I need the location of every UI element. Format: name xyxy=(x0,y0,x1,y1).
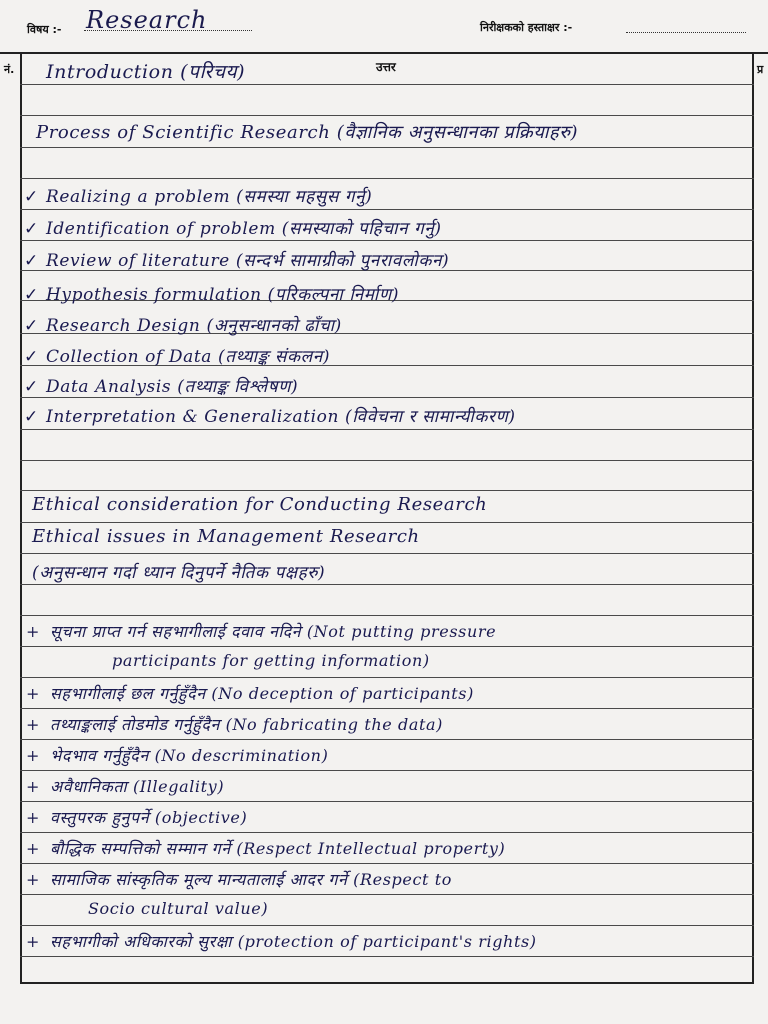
step-item xyxy=(24,313,342,336)
step-text: Realizing a problem (समस्या महसुस गर्नु) xyxy=(46,187,373,207)
ethics-item xyxy=(26,837,505,859)
ethics-item-text: भेदभाव गर्नुहुँदैन (No descrimination) xyxy=(50,746,329,765)
step-item xyxy=(24,404,516,427)
ethics-heading-1: Ethical consideration for Conducting Research xyxy=(32,494,488,515)
ethics-item xyxy=(26,930,537,952)
subject-dotted-line xyxy=(84,29,252,31)
page-marker: प्र xyxy=(757,63,764,76)
ethics-item-text: सामाजिक सांस्कृतिक मूल्य मान्यतालाई आदर गर्ने (Respect to xyxy=(50,870,452,889)
step-text: Research Design (अनुसन्धानको ढाँचा) xyxy=(46,316,342,336)
ethics-item xyxy=(26,744,328,766)
ethics-item xyxy=(26,806,247,828)
step-text: Data Analysis (तथ्याङ्क विश्लेषण) xyxy=(46,377,299,397)
ruled-line xyxy=(20,147,754,148)
ethics-item xyxy=(26,868,452,890)
tick-icon: ✓ xyxy=(24,251,39,271)
ethics-heading-2: Ethical issues in Management Research xyxy=(32,526,420,547)
step-text: Review of literature (सन्दर्भ सामाग्रीको पुनरावलोकन) xyxy=(46,251,450,271)
ruled-line xyxy=(20,84,754,85)
step-text: Hypothesis formulation (परिकल्पना निर्माण) xyxy=(46,285,400,305)
plus-icon: + xyxy=(26,808,41,827)
plus-icon: + xyxy=(26,932,41,951)
ruled-line xyxy=(20,832,754,833)
step-item xyxy=(24,344,330,367)
ruled-line xyxy=(20,429,754,430)
ruled-line xyxy=(20,584,754,585)
ethics-item-text: सहभागीलाई छल गर्नुहुँदैन (No deception of participants) xyxy=(50,684,474,703)
step-item xyxy=(24,248,449,271)
ruled-line xyxy=(20,925,754,926)
answer-label: उत्तर xyxy=(376,60,396,74)
ethics-item-text: बौद्धिक सम्पत्तिको सम्मान गर्ने (Respect Intellectual property) xyxy=(50,839,506,858)
subject-label: विषय :- xyxy=(27,23,62,36)
ethics-item xyxy=(26,620,496,642)
ruled-line xyxy=(20,708,754,709)
ruled-line xyxy=(20,460,754,461)
plus-icon: + xyxy=(26,684,41,703)
left-margin-line xyxy=(20,52,22,982)
ruled-line xyxy=(20,770,754,771)
tick-icon: ✓ xyxy=(24,377,39,397)
ruled-line xyxy=(20,646,754,647)
ethics-item-continuation: participants for getting information) xyxy=(112,651,430,670)
ruled-line xyxy=(20,615,754,616)
ethics-item-text: सूचना प्राप्त गर्न सहभागीलाई दवाव नदिने (Not putting pressure xyxy=(50,622,497,641)
ethics-item-text: वस्तुपरक हुनुपर्ने (objective) xyxy=(50,808,248,827)
sheet-header xyxy=(0,0,768,56)
plus-icon: + xyxy=(26,870,41,889)
ruled-line xyxy=(20,894,754,895)
signature-label: निरीक्षकको हस्ताक्षर :- xyxy=(480,21,573,34)
ethics-item-text: तथ्याङ्कलाई तोडमोड गर्नुहुँदैन (No fabricating the data) xyxy=(50,715,444,734)
plus-icon: + xyxy=(26,622,41,641)
ruled-line xyxy=(20,956,754,957)
top-border xyxy=(0,52,768,54)
tick-icon: ✓ xyxy=(24,187,39,207)
ruled-line xyxy=(20,240,754,241)
step-item xyxy=(24,374,298,397)
ethics-item xyxy=(26,682,474,704)
ethics-item xyxy=(26,713,443,735)
right-margin-line xyxy=(752,52,754,982)
ruled-line xyxy=(20,209,754,210)
ethics-heading-3: (अनुसन्धान गर्दा ध्यान दिनुपर्ने नैतिक पक्षहरु) xyxy=(32,563,326,583)
subject-value: Research xyxy=(86,6,208,34)
bottom-border xyxy=(20,982,754,984)
ruled-line xyxy=(20,522,754,523)
ethics-item xyxy=(26,775,224,797)
tick-icon: ✓ xyxy=(24,347,39,367)
intro-heading: Introduction (परिचय) xyxy=(46,61,246,83)
ruled-line xyxy=(20,739,754,740)
tick-icon: ✓ xyxy=(24,219,39,239)
step-item xyxy=(24,216,442,239)
ruled-line xyxy=(20,115,754,116)
plus-icon: + xyxy=(26,746,41,765)
ruled-line xyxy=(20,801,754,802)
ruled-line xyxy=(20,178,754,179)
ruled-line xyxy=(20,397,754,398)
tick-icon: ✓ xyxy=(24,285,39,305)
ethics-item-continuation: Socio cultural value) xyxy=(88,899,269,918)
process-heading: Process of Scientific Research (वैज्ञानिक अनुसन्धानका प्रक्रियाहरु) xyxy=(36,122,579,143)
signature-dotted-line xyxy=(626,31,746,33)
step-item xyxy=(24,184,372,207)
ethics-item-text: सहभागीको अधिकारको सुरक्षा (protection of participant's rights) xyxy=(50,932,537,951)
ruled-line xyxy=(20,677,754,678)
plus-icon: + xyxy=(26,839,41,858)
tick-icon: ✓ xyxy=(24,407,39,427)
tick-icon: ✓ xyxy=(24,316,39,336)
plus-icon: + xyxy=(26,715,41,734)
step-text: Collection of Data (तथ्याङ्क संकलन) xyxy=(46,347,331,367)
ruled-line xyxy=(20,553,754,554)
step-text: Identification of problem (समस्याको पहिचान गर्नु) xyxy=(46,219,442,239)
plus-icon: + xyxy=(26,777,41,796)
ruled-line xyxy=(20,863,754,864)
step-text: Interpretation & Generalization (विवेचना र सामान्यीकरण) xyxy=(46,407,516,427)
question-number-label: नं. xyxy=(4,63,15,76)
ethics-item-text: अवैधानिकता (Illegality) xyxy=(50,777,225,796)
ruled-line xyxy=(20,490,754,491)
step-item xyxy=(24,282,399,305)
